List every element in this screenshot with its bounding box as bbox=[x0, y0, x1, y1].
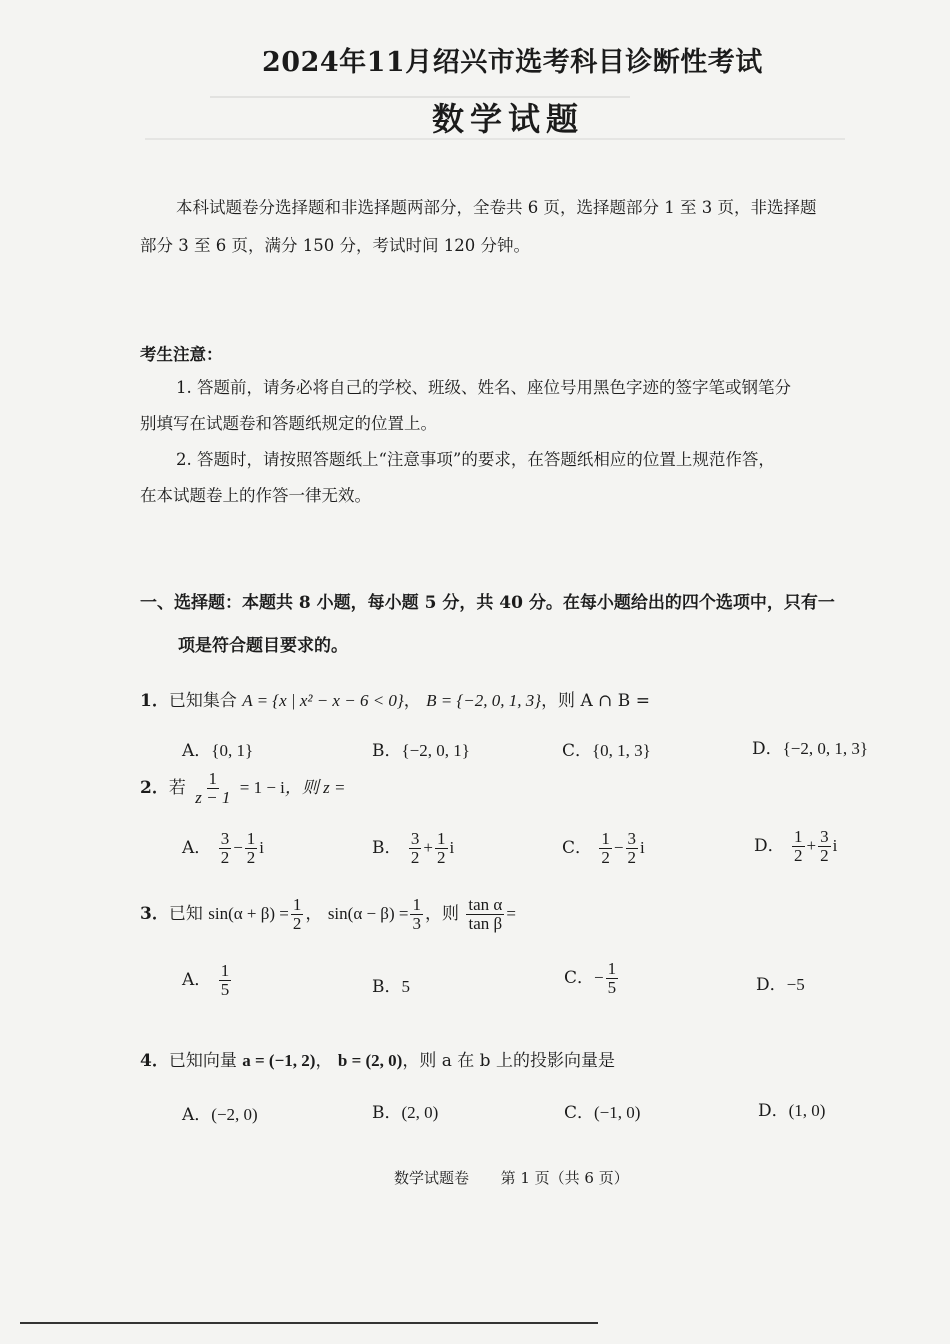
numerator: 1 bbox=[246, 829, 256, 848]
option-label: C． bbox=[564, 1103, 595, 1123]
option-value: −5 bbox=[786, 975, 805, 994]
footer-page-info: 第 1 页（共 6 页） bbox=[500, 1169, 629, 1187]
denominator: tan β bbox=[468, 913, 503, 933]
imaginary-unit: i bbox=[449, 837, 455, 857]
numerator: 3 bbox=[410, 829, 420, 848]
question-number: 1． bbox=[140, 691, 169, 711]
equals-sign: = bbox=[506, 903, 516, 923]
operator: + bbox=[806, 835, 817, 855]
sign: − bbox=[594, 967, 604, 987]
numerator: 1 bbox=[208, 769, 218, 788]
notice-item-2-line-2: 在本试题卷上的作答一律无效。 bbox=[140, 486, 371, 505]
option-label: B． bbox=[372, 837, 402, 858]
denominator: 2 bbox=[410, 847, 420, 867]
denominator: 2 bbox=[627, 847, 637, 867]
option-value: {0, 1, 3} bbox=[592, 741, 651, 760]
imaginary-unit: i bbox=[832, 835, 838, 855]
question-suffix: ，则 A ∩ B = bbox=[541, 691, 650, 711]
fraction bbox=[245, 830, 258, 867]
q3-option-c bbox=[564, 960, 620, 997]
vector-b: b = (2, 0) bbox=[337, 1051, 403, 1070]
option-label: D． bbox=[754, 835, 785, 856]
q3-option-a bbox=[182, 962, 233, 999]
question-suffix: ，则 z = bbox=[284, 777, 346, 797]
option-label: A． bbox=[182, 969, 212, 990]
notice-item-2-line-1: 2. 答题时，请按照答题纸上“注意事项”的要求，在答题纸相应的位置上规范作答， bbox=[176, 450, 775, 469]
option-label: B． bbox=[372, 977, 402, 997]
q2-option-a bbox=[182, 830, 264, 867]
option-value: (−1, 0) bbox=[594, 1103, 641, 1122]
denominator: 2 bbox=[220, 847, 230, 867]
option-value: {0, 1} bbox=[211, 741, 254, 760]
fraction bbox=[410, 896, 423, 933]
vector-a: a = (−1, 2) bbox=[242, 1051, 316, 1070]
q1-option-b bbox=[372, 736, 470, 761]
fraction bbox=[409, 830, 422, 867]
option-value: (1, 0) bbox=[788, 1101, 826, 1120]
numerator: 1 bbox=[794, 827, 803, 846]
q4-option-a bbox=[182, 1100, 258, 1125]
question-1 bbox=[140, 686, 650, 711]
numerator: 1 bbox=[220, 961, 230, 980]
subject-title: 数学试题 bbox=[432, 100, 585, 138]
scan-edge-line bbox=[20, 1322, 598, 1324]
numerator: 3 bbox=[820, 827, 829, 846]
option-value: {−2, 0, 1} bbox=[401, 741, 470, 760]
operator: + bbox=[423, 837, 433, 857]
question-number: 4． bbox=[140, 1051, 169, 1071]
notice-heading: 考生注意： bbox=[140, 345, 223, 364]
section-1-heading-line-2: 项是符合题目要求的。 bbox=[178, 636, 348, 656]
option-label: B． bbox=[372, 741, 402, 761]
numerator: 1 bbox=[292, 895, 302, 914]
option-label: C． bbox=[562, 741, 593, 761]
fraction bbox=[193, 770, 232, 807]
question-4 bbox=[140, 1046, 615, 1071]
notice-item-1-line-2: 别填写在试题卷和答题纸规定的位置上。 bbox=[140, 414, 437, 433]
question-2 bbox=[140, 770, 346, 807]
exam-title: 2024年11月绍兴市选考科目诊断性考试 bbox=[262, 47, 763, 78]
set-a: A = {x | x² − x − 6 < 0} bbox=[242, 691, 404, 710]
question-text: 已知集合 bbox=[168, 691, 237, 711]
option-label: C． bbox=[562, 837, 593, 858]
numerator: 1 bbox=[607, 959, 617, 978]
option-value: (2, 0) bbox=[401, 1103, 439, 1122]
fraction bbox=[435, 830, 448, 867]
option-label: D． bbox=[756, 975, 787, 995]
question-suffix: ，则 a 在 b 上的投影向量是 bbox=[402, 1051, 615, 1071]
option-label: A． bbox=[182, 1105, 212, 1125]
option-label: A． bbox=[182, 837, 212, 858]
fraction bbox=[291, 896, 304, 933]
expression-1: sin(α + β) = bbox=[208, 903, 289, 923]
question-text: ，则 bbox=[424, 903, 459, 924]
option-value: 5 bbox=[401, 977, 410, 996]
denominator: 5 bbox=[220, 979, 230, 999]
separator: ， bbox=[305, 903, 323, 924]
equation-rhs: = 1 − i bbox=[239, 777, 285, 797]
question-text: 已知 bbox=[168, 903, 203, 924]
fraction bbox=[626, 830, 639, 867]
denominator: 3 bbox=[412, 913, 421, 933]
numerator: 3 bbox=[220, 829, 230, 848]
expression-2: sin(α − β) = bbox=[327, 903, 409, 923]
q2-option-c bbox=[562, 830, 645, 867]
question-number: 2． bbox=[140, 777, 169, 798]
option-value: (−2, 0) bbox=[211, 1105, 258, 1124]
numerator: 1 bbox=[437, 829, 446, 848]
numerator: 1 bbox=[601, 829, 610, 848]
denominator: 2 bbox=[437, 847, 446, 867]
denominator: 2 bbox=[794, 845, 803, 865]
question-text: 已知向量 bbox=[168, 1051, 237, 1071]
intro-line-2: 部分 3 至 6 页，满分 150 分，考试时间 120 分钟。 bbox=[140, 236, 530, 255]
denominator: 2 bbox=[820, 845, 829, 865]
q2-option-b bbox=[372, 830, 454, 867]
operator: − bbox=[613, 837, 624, 857]
denominator: 2 bbox=[601, 847, 610, 867]
set-b: B = {−2, 0, 1, 3} bbox=[426, 691, 542, 710]
notice-item-1-line-1: 1. 答题前，请务必将自己的学校、班级、姓名、座位号用黑色字迹的签字笔或钢笔分 bbox=[176, 378, 791, 397]
fraction bbox=[792, 828, 805, 865]
bleed-through-mark bbox=[145, 138, 845, 140]
section-1-heading-line-1: 一、选择题：本题共 8 小题，每小题 5 分，共 40 分。在每小题给出的四个选项中，只有一 bbox=[140, 593, 835, 613]
ratio-fraction bbox=[466, 896, 504, 933]
bleed-through-mark bbox=[210, 96, 630, 98]
q3-option-b bbox=[372, 972, 410, 997]
denominator: 2 bbox=[246, 847, 256, 867]
q4-option-c bbox=[564, 1098, 640, 1123]
q2-option-d bbox=[754, 828, 837, 865]
fraction bbox=[818, 828, 831, 865]
question-number: 3． bbox=[140, 903, 169, 924]
q1-option-d bbox=[752, 734, 868, 759]
denominator: 2 bbox=[292, 913, 302, 933]
numerator: 3 bbox=[627, 829, 637, 848]
option-label: D． bbox=[758, 1101, 789, 1121]
option-label: A． bbox=[182, 741, 212, 761]
question-text: 若 bbox=[168, 777, 186, 798]
option-label: D． bbox=[752, 739, 783, 759]
fraction bbox=[219, 962, 232, 999]
q1-option-a bbox=[182, 736, 253, 761]
denominator: z − 1 bbox=[195, 787, 231, 807]
imaginary-unit: i bbox=[259, 837, 265, 857]
fraction bbox=[599, 830, 612, 867]
q3-option-d bbox=[756, 970, 805, 995]
intro-line-1: 本科试题卷分选择题和非选择题两部分，全卷共 6 页，选择题部分 1 至 3 页，非选择题 bbox=[176, 198, 817, 217]
question-3 bbox=[140, 896, 516, 933]
fraction bbox=[219, 830, 232, 867]
numerator: 1 bbox=[412, 895, 421, 914]
option-label: C． bbox=[564, 967, 595, 988]
separator: ， bbox=[403, 691, 421, 711]
page-footer bbox=[394, 1167, 629, 1188]
q1-option-c bbox=[562, 736, 651, 761]
footer-paper-name: 数学试题卷 bbox=[394, 1169, 470, 1187]
separator: ， bbox=[315, 1051, 333, 1071]
q4-option-b bbox=[372, 1098, 438, 1123]
denominator: 5 bbox=[607, 977, 617, 997]
operator: − bbox=[233, 837, 243, 857]
q4-option-d bbox=[758, 1096, 825, 1121]
fraction bbox=[606, 960, 619, 997]
imaginary-unit: i bbox=[640, 837, 645, 857]
numerator: tan α bbox=[468, 895, 503, 914]
option-value: {−2, 0, 1, 3} bbox=[782, 739, 869, 758]
option-label: B． bbox=[372, 1103, 402, 1123]
